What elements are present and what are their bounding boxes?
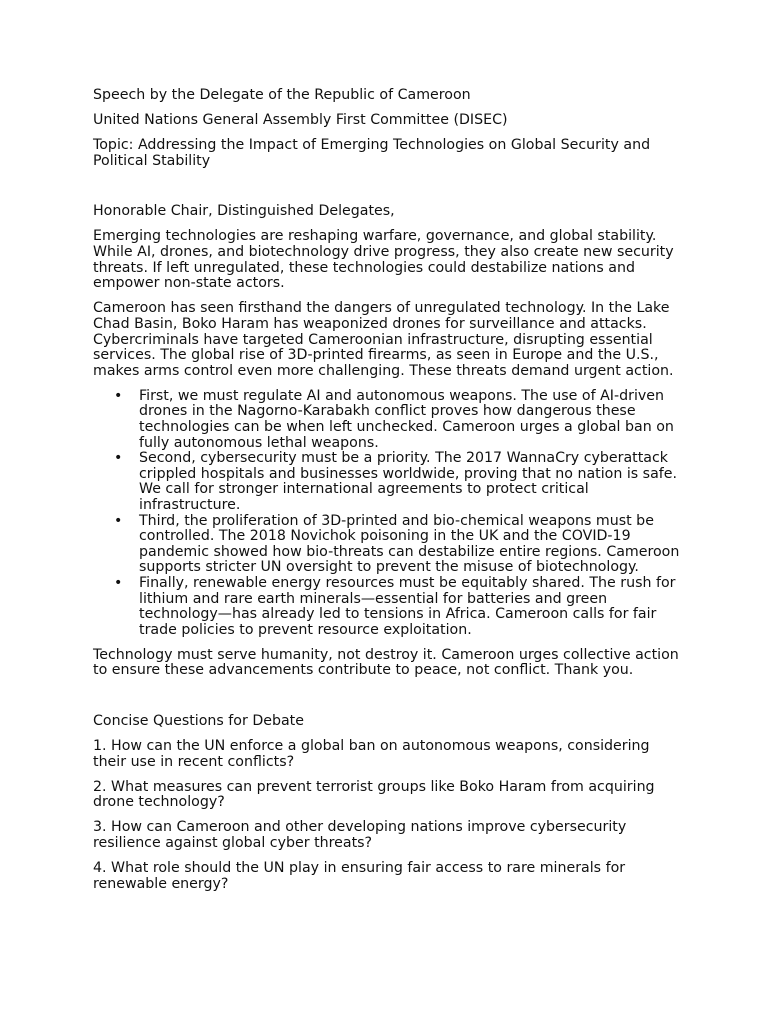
policy-point-text: Third, the proliferation of 3D-printed and bio-chemical weapons must be controlled. The 2018 Novichok poisoning in the UK and the COVID-19 pandemic showed how bio-threats can destabilize entire regions. Cameroon supports stricter UN oversight to prevent the misuse of biotechnology. (139, 512, 680, 576)
policy-points-list (93, 389, 683, 639)
document-page (93, 88, 683, 892)
policy-point-text: Finally, renewable energy resources must be equitably shared. The rush for lithium and rare earth minerals—essential for batteries and green technology—has already led to tensions in Africa. Cameroon calls for fair trade policies to prevent resource exploitation. (139, 574, 676, 638)
policy-point-text: Second, cybersecurity must be a priority. The 2017 WannaCry cyberattack crippled hospitals and businesses worldwide, proving that no nation is safe. We call for stronger international agreements to protect critical infrastructure. (139, 450, 678, 513)
debate-question: 2. What measures can prevent terrorist groups like Boko Haram from acquiring drone technology? (93, 778, 655, 811)
closing-paragraph: Technology must serve humanity, not destroy it. Cameroon urges collective action to ensure these advancements contribute to peace, not conflict. Thank you. (93, 646, 679, 679)
policy-point-text: First, we must regulate AI and autonomous weapons. The use of AI-driven drones in the Nagorno-Karabakh conflict proves how dangerous these technologies can be when left unchecked. Cameroon urges a global ban on fully autonomous lethal weapons. (139, 387, 674, 451)
policy-point (93, 389, 683, 451)
bullet-icon: • (114, 450, 123, 467)
topic-line: Topic: Addressing the Impact of Emerging Technologies on Global Security and Political Stability (93, 137, 651, 169)
debate-question: 3. How can Cameroon and other developing nations improve cybersecurity resilience against global cyber threats? (93, 819, 627, 852)
speech-paragraph-intro: Emerging technologies are reshaping warfare, governance, and global stability. While AI, drones, and biotechnology drive progress, they also create new security threats. If left unregulated, these technologies could destabilize nations and empower non-state actors. (93, 228, 674, 292)
debate-question: 4. What role should the UN play in ensuring fair access to rare minerals for renewable energy? (93, 860, 626, 892)
bullet-icon: • (114, 512, 123, 529)
salutation: Honorable Chair, Distinguished Delegates, (93, 203, 395, 220)
debate-question: 1. How can the UN enforce a global ban on autonomous weapons, considering their use in recent conflicts? (93, 738, 650, 770)
policy-point (93, 514, 683, 576)
document-title: Speech by the Delegate of the Republic of Cameroon (93, 87, 471, 103)
bullet-icon: • (114, 387, 123, 404)
policy-point (93, 576, 683, 638)
bullet-icon: • (114, 574, 123, 591)
policy-point (93, 451, 683, 513)
committee-name: United Nations General Assembly First Committee (DISEC) (93, 112, 508, 129)
speech-paragraph-context: Cameroon has seen firsthand the dangers of unregulated technology. In the Lake Chad Basin, Boko Haram has weaponized drones for surveillance and attacks. Cybercriminals have targeted Cameroonian infrastructure, disrupting essential services. The global rise of 3D-printed firearms, as seen in Europe and the U.S., makes arms control even more challenging. These threats demand urgent action. (93, 300, 674, 379)
questions-heading: Concise Questions for Debate (93, 713, 304, 729)
